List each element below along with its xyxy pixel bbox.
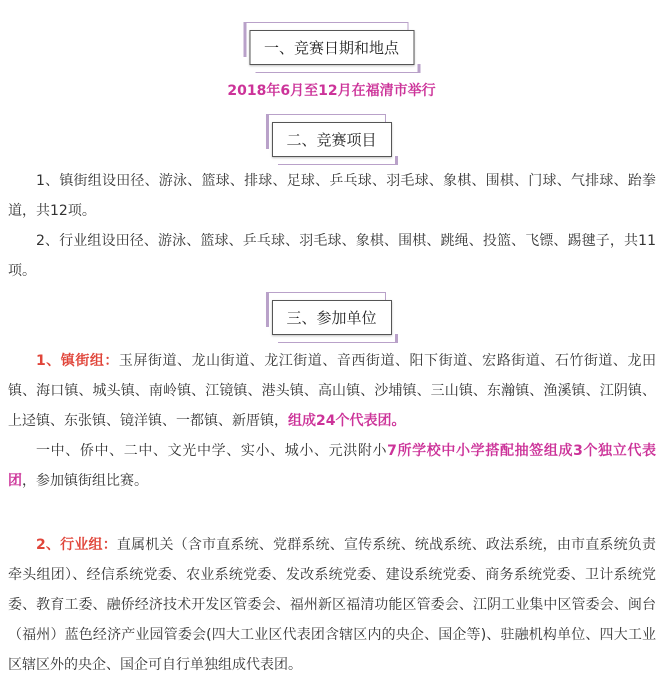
units-town-body: 玉屏街道、龙山街道、龙江街道、音西街道、阳下街道、宏路街道、石竹街道、龙田镇、海口镇、城头镇、南岭镇、江镜镇、港头镇、高山镇、沙埔镇、三山镇、东瀚镇、渔溪镇、江阴镇、上迳镇、东张镇、镜洋镇、一都镇、新厝镇， <box>8 353 656 429</box>
section-title: 三、参加单位 <box>271 300 391 335</box>
events-item-town: 1、镇街组设田径、游泳、篮球、排球、足球、乒乓球、羽毛球、象棋、围棋、门球、气排球、跆拳道，共12项。 <box>8 173 656 219</box>
date-location-text: 2018年6月至12月在福清市举行 <box>227 83 436 99</box>
section-title: 二、竞赛项目 <box>271 122 391 157</box>
units-industry-paragraph <box>8 530 656 680</box>
units-school-paragraph <box>8 436 656 496</box>
section-header-date-location <box>249 30 414 65</box>
units-town-highlight: 组成24个代表团。 <box>288 413 406 429</box>
units-school-body: 一中、侨中、二中、文光中学、实小、城小、元洪附小 <box>36 443 388 459</box>
units-industry-body: 直属机关（含市直系统、党群系统、宣传系统、统战系统、政法系统，由市直系统负责牵头组团）、经信系统党委、农业系统党委、发改系统党委、建设系统党委、商务系统党委、卫计系统党委、教育工委、融侨经济技术开发区管委会、福州新区福清功能区管委会、江阴工业集中区管委会、闽台（福州）蓝色经济产业园管委会(四大工业区代表团含辖区内的央企、国企等)、驻融机构单位、四大工业区辖区外的央企、国企可自行单独组成代表团。 <box>8 537 657 673</box>
events-item-industry: 2、行业组设田径、游泳、篮球、乒乓球、羽毛球、象棋、围棋、跳绳、投篮、飞镖、踢毽子，共11项。 <box>8 233 656 279</box>
section-header-units <box>271 300 391 335</box>
section-title: 一、竞赛日期和地点 <box>249 30 414 65</box>
units-school-highlight: 7所学校中小学搭配抽签组成3个独立代表团 <box>8 443 657 489</box>
units-industry-lead: 2、行业组： <box>36 537 117 553</box>
units-town-lead: 1、镇街组： <box>36 353 119 369</box>
units-town-paragraph <box>8 346 656 436</box>
units-school-tail: ，参加镇街组比赛。 <box>22 473 148 489</box>
section-header-events <box>271 122 391 157</box>
